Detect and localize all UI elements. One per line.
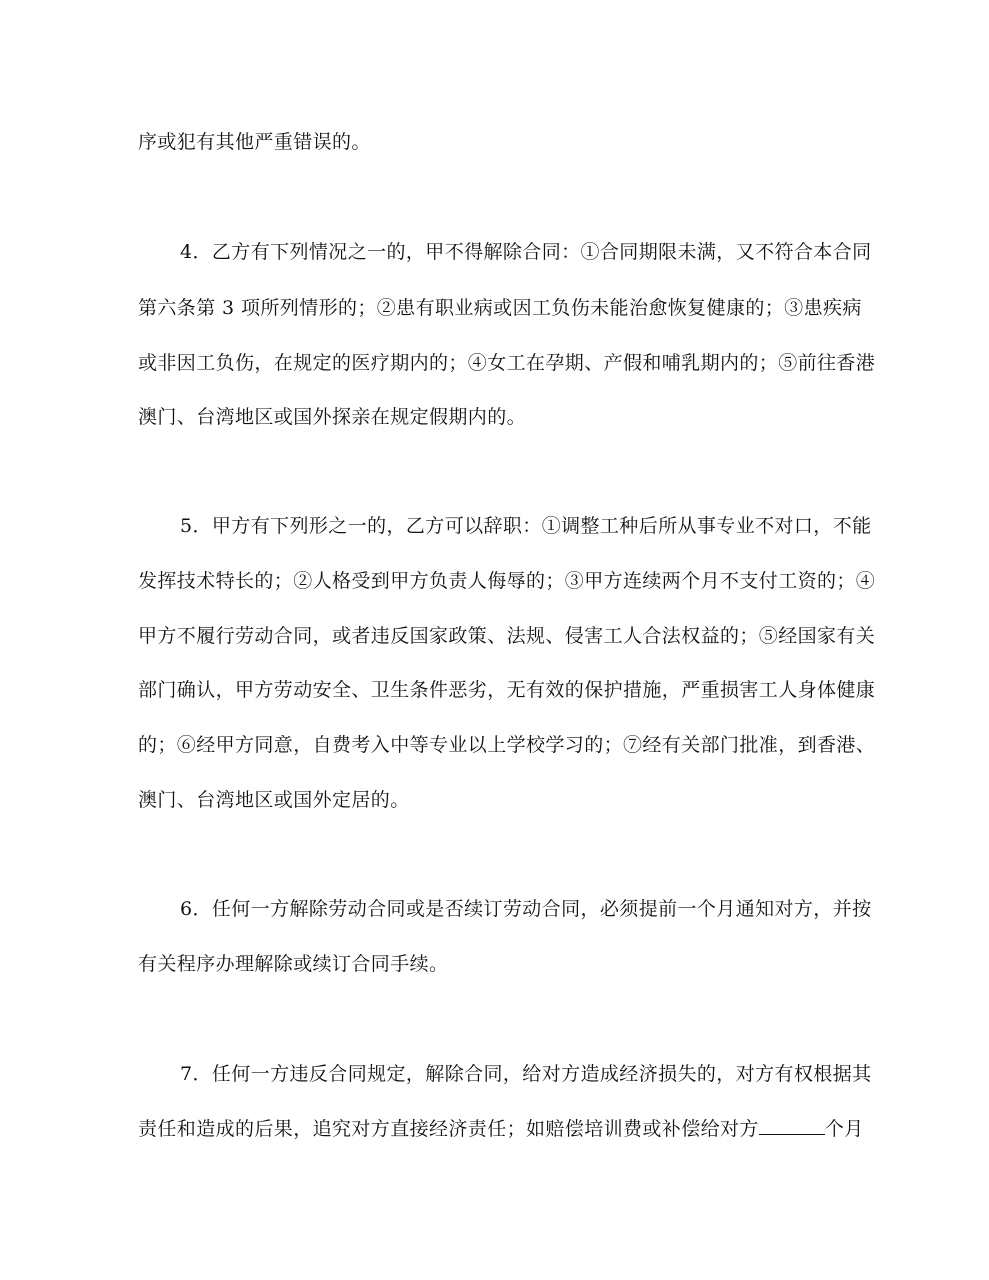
text-line: 序或犯有其他严重错误的。 bbox=[138, 131, 371, 153]
text-line: 澳门、台湾地区或国外探亲在规定假期内的。 bbox=[138, 406, 527, 428]
text-line: 有关程序办理解除或续订合同手续。 bbox=[138, 953, 449, 975]
text-line: 6．任何一方解除劳动合同或是否续订劳动合同，必须提前一个月通知对方，并按 bbox=[180, 898, 872, 920]
text-line: 发挥技术特长的；②人格受到甲方负责人侮辱的；③甲方连续两个月不支付工资的；④ bbox=[138, 570, 876, 592]
text-line: 7．任何一方违反合同规定，解除合同，给对方造成经济损失的，对方有权根据其 bbox=[180, 1063, 872, 1085]
text-line: 甲方不履行劳动合同，或者违反国家政策、法规、侵害工人合法权益的；⑤经国家有关 bbox=[138, 625, 876, 647]
text-line: 4．乙方有下列情况之一的，甲不得解除合同：①合同期限未满，又不符合本合同 bbox=[180, 241, 872, 263]
text-line: 部门确认，甲方劳动安全、卫生条件恶劣，无有效的保护措施，严重损害工人身体健康 bbox=[138, 679, 876, 701]
text-line: 第六条第 3 项所列情形的；②患有职业病或因工负伤未能治愈恢复健康的；③患疾病 bbox=[138, 297, 862, 319]
text-line: 或非因工负伤，在规定的医疗期内的；④女工在孕期、产假和哺乳期内的；⑤前往香港 bbox=[138, 352, 876, 374]
text-line: 澳门、台湾地区或国外定居的。 bbox=[138, 789, 410, 811]
fill-in-blank[interactable] bbox=[759, 1116, 825, 1135]
text-segment: 责任和造成的后果，追究对方直接经济责任；如赔偿培训费或补偿给对方 bbox=[138, 1118, 759, 1140]
text-line: 5．甲方有下列形之一的，乙方可以辞职：①调整工种后所从事专业不对口，不能 bbox=[180, 515, 872, 537]
text-segment: 个月 bbox=[824, 1118, 864, 1140]
text-line: 的；⑥经甲方同意，自费考入中等专业以上学校学习的；⑦经有关部门批准，到香港、 bbox=[138, 734, 876, 756]
text-line-with-blank bbox=[138, 1116, 864, 1141]
